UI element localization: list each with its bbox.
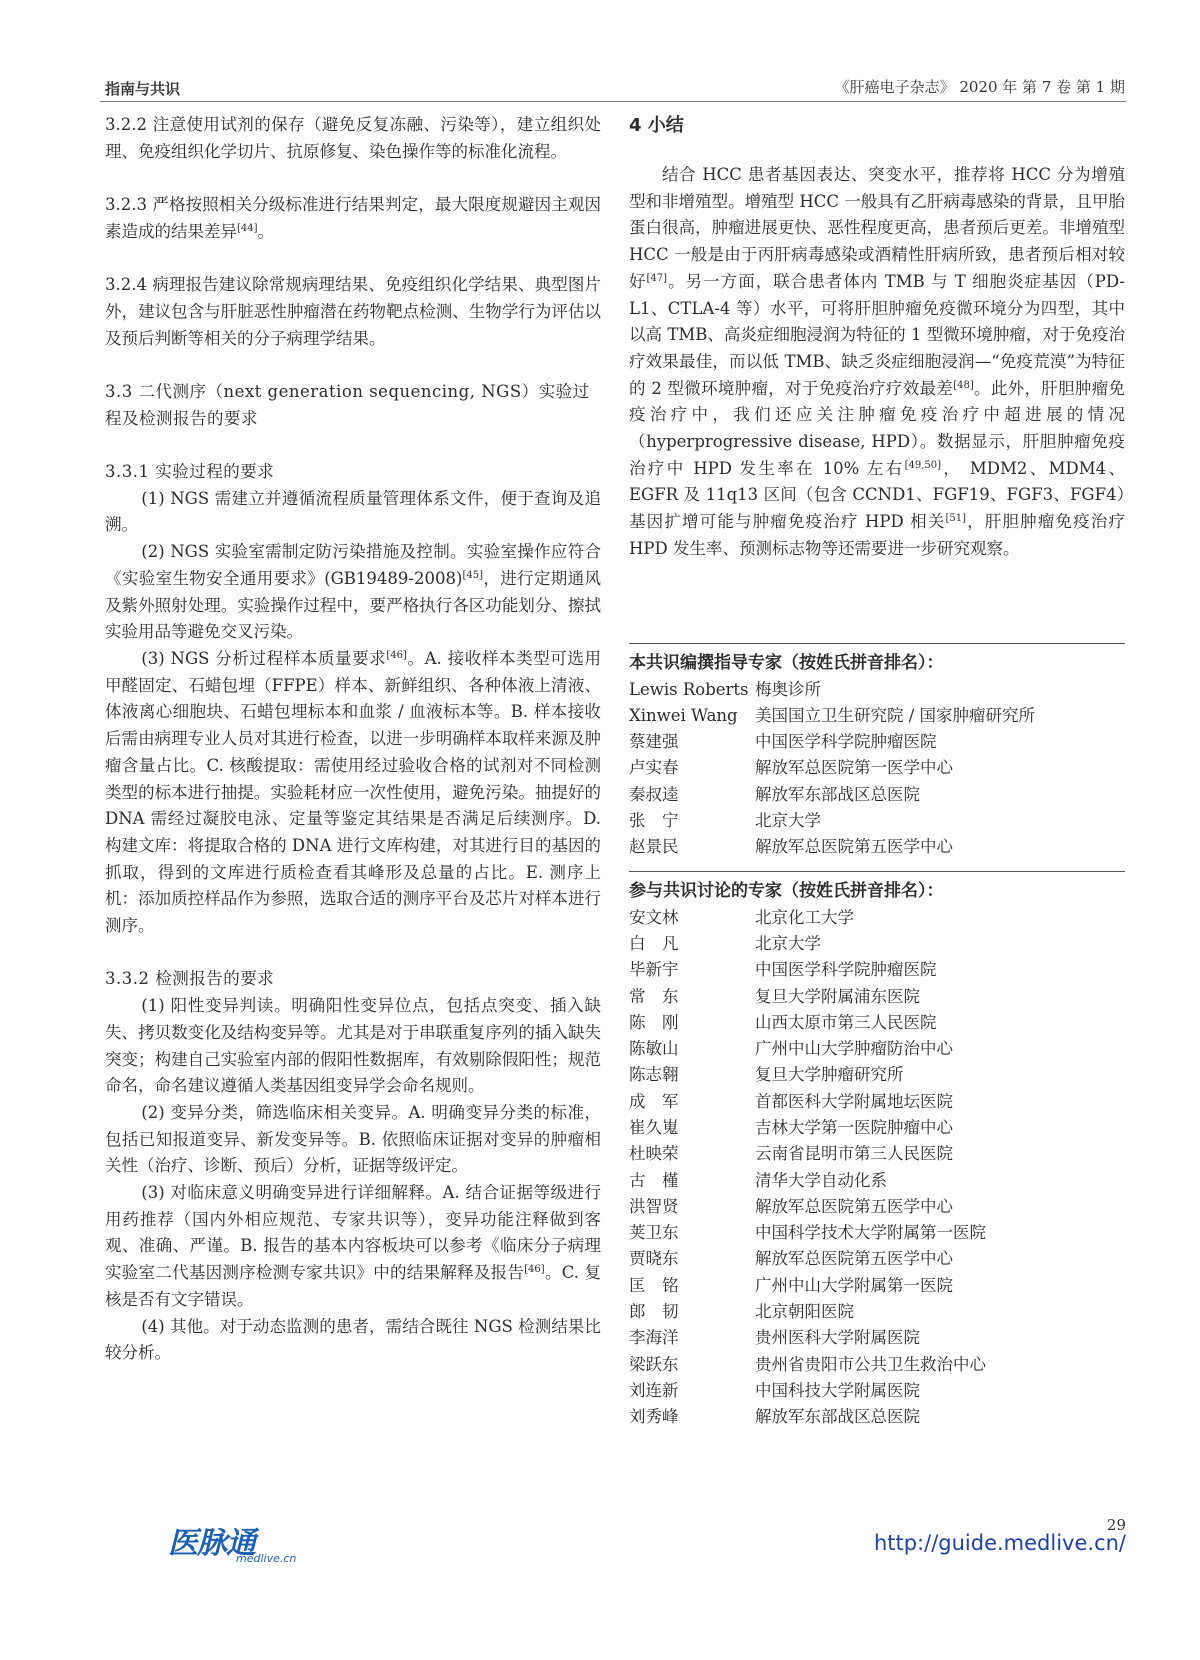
section-label: 指南与共识 [105, 80, 181, 98]
expert-row [629, 1273, 1125, 1299]
expert-row [629, 1036, 1125, 1062]
expert-name: 崔久嵬 [629, 1118, 679, 1137]
para-3-3-2-item3: (3) 对临床意义明确变异进行详细解释。A. 结合证据等级进行用药推荐（国内外相应规范、专家共识等），变异功能注释做到客观、准确、严谨。B. 报告的基本内容板块可以参考《临床分子病理实验室二代基因测序检测专家共识》中的结果解释及报告[46]。C. 复核是否有文字错误。 [105, 1183, 601, 1309]
expert-row [629, 808, 1125, 834]
expert-row [629, 905, 1125, 931]
expert-institution: 复旦大学附属浦东医院 [755, 986, 920, 1006]
para-3-3-1-item2: (2) NGS 实验室需制定防污染措施及控制。实验室操作应符合《实验室生物安全通用要求》(GB19489-2008)[45]，进行定期通风及紫外照射处理。实验操作过程中，要严格执行各区功能划分、擦拭实验用品等避免交叉污染。 [105, 542, 601, 642]
expert-row [629, 1220, 1125, 1246]
expert-institution: 解放军总医院第五医学中心 [755, 1249, 953, 1269]
expert-name: 成 军 [629, 1091, 679, 1111]
expert-row [629, 1299, 1125, 1325]
para-3-2-4: 3.2.4 病理报告建议除常规病理结果、免疫组织化学结果、典型图片外，建议包含与肝脏恶性肿瘤潜在药物靶点检测、生物学行为评估以及预后判断等相关的分子病理学结果。 [105, 275, 601, 348]
expert-row [629, 1325, 1125, 1351]
expert-row [629, 1089, 1125, 1115]
expert-name: 毕新宇 [629, 960, 679, 980]
reference-46b[interactable]: [46] [524, 1264, 545, 1276]
guide-experts-rule [629, 643, 1125, 644]
heading-3-3-1: 3.3.1 实验过程的要求 [105, 462, 275, 482]
expert-name: 常 东 [629, 986, 679, 1006]
expert-row [629, 1378, 1125, 1404]
heading-3-3-2: 3.3.2 检测报告的要求 [105, 969, 275, 989]
expert-institution: 吉林大学第一医院肿瘤中心 [755, 1118, 953, 1137]
expert-row [629, 1115, 1125, 1141]
expert-institution: 解放军总医院第五医学中心 [755, 837, 953, 857]
expert-name: 白 凡 [629, 933, 679, 953]
expert-institution: 中国科技大学附属医院 [755, 1380, 920, 1400]
medlive-logo[interactable] [168, 1518, 298, 1566]
summary-paragraph: 结合 HCC 患者基因表达、突变水平，推荐将 HCC 分为增殖型和非增殖型。增殖型 HCC 一般具有乙肝病毒感染的背景，且甲胎蛋白很高，肿瘤进展更快、恶性程度更高，患者预后更差。非增殖型 HCC 一般是由于丙肝病毒感染或酒精性肝病所致，患者预后相对较好[47]。另一方面，联合患者体内 TMB 与 T 细胞炎症基因（PD-L1、CTLA-4 等）水平，可将肝胆肿瘤免疫微环境分为四型，其中以高 TMB、高炎症细胞浸润为特征的 1 型微环境肿瘤，对于免疫治疗效果最佳，而以低 TMB、缺乏炎症细胞浸润—“免疫荒漠”为特征的 2 型微环境肿瘤，对于免疫治疗疗效最差[48]。此外，肝胆肿瘤免疫治疗中，我们还应关注肿瘤免疫治疗中超进展的情况（hyperprogressive disease, HPD）。数据显示，肝胆肿瘤免疫治疗中 HPD 发生率在 10% 左右[49,50]， MDM2、MDM4、EGFR 及 11q13 区间（包含 CCND1、FGF19、FGF3、FGF4）基因扩增可能与肿瘤免疫治疗 HPD 相关[51]，肝胆肿瘤免疫治疗 HPD 发生率、预测标志物等还需要进一步研究观察。 [629, 165, 1126, 558]
expert-institution: 美国国立卫生研究院 / 国家肿瘤研究所 [755, 705, 1036, 725]
expert-institution: 解放军总医院第五医学中心 [755, 1196, 953, 1216]
page-number: 29 [1106, 1516, 1126, 1534]
expert-institution: 解放军东部战区总医院 [755, 784, 920, 804]
expert-institution: 清华大学自动化系 [755, 1170, 887, 1190]
expert-name: 荚卫东 [629, 1223, 679, 1243]
expert-institution: 贵州省贵阳市公共卫生救治中心 [755, 1354, 986, 1374]
expert-row [629, 782, 1125, 808]
reference-45[interactable]: [45] [462, 569, 483, 581]
para-3-2-2: 3.2.2 注意使用试剂的保存（避免反复冻融、污染等），建立组织处理、免疫组织化学切片、抗原修复、染色操作等的标准化流程。 [105, 115, 601, 161]
para-3-3-2-item2: (2) 变异分类，筛选临床相关变异。A. 明确变异分类的标准，包括已知报道变异、新发变异等。B. 依照临床证据对变异的肿瘤相关性（治疗、诊断、预后）分析，证据等级评定。 [105, 1102, 601, 1176]
expert-name: 卢实春 [629, 758, 679, 778]
expert-row [629, 1246, 1125, 1272]
expert-name: Lewis Roberts [629, 679, 749, 699]
expert-name: 陈敏山 [629, 1039, 679, 1059]
left-column [105, 112, 601, 1367]
expert-name: 赵景民 [629, 837, 679, 857]
expert-row [629, 729, 1125, 755]
expert-name: 安文林 [629, 907, 679, 927]
expert-row [629, 1010, 1125, 1036]
expert-institution: 贵州医科大学附属医院 [755, 1328, 920, 1348]
expert-institution: 北京大学 [755, 933, 821, 953]
expert-name: 梁跃东 [629, 1354, 679, 1374]
expert-name: 张 宁 [629, 811, 679, 831]
source-url-link[interactable]: http://guide.medlive.cn/ [873, 1531, 1126, 1555]
discuss-experts-rule [629, 871, 1125, 872]
expert-institution: 中国医学科学院肿瘤医院 [755, 960, 937, 980]
expert-row [629, 1404, 1125, 1430]
expert-institution: 北京大学 [755, 811, 821, 831]
heading-3-3: 3.3 二代测序（next generation sequencing, NGS）实验过程及检测报告的要求 [105, 381, 590, 428]
discuss-experts-title: 参与共识讨论的专家（按姓氏拼音排名）： [629, 880, 944, 901]
expert-institution: 北京化工大学 [755, 907, 854, 927]
expert-name: 贾晓东 [629, 1249, 679, 1269]
expert-institution: 广州中山大学附属第一医院 [755, 1275, 953, 1295]
expert-institution: 复旦大学肿瘤研究所 [755, 1065, 904, 1085]
para-3-3-2-item1: (1) 阳性变异判读。明确阳性变异位点，包括点突变、插入缺失、拷贝数变化及结构变异等。尤其是对于串联重复序列的插入缺失突变；构建自己实验室内部的假阳性数据库，有效剔除假阳性；规范命名，命名建议遵循人类基因组变异学会命名规则。 [105, 996, 601, 1096]
expert-institution: 云南省昆明市第三人民医院 [755, 1144, 953, 1164]
expert-institution: 解放军总医院第一医学中心 [755, 758, 953, 778]
expert-institution: 山西太原市第三人民医院 [755, 1012, 937, 1032]
expert-row [629, 755, 1125, 781]
reference-49-50[interactable]: [49,50] [904, 459, 942, 471]
expert-row [629, 1062, 1125, 1088]
expert-institution: 首都医科大学附属地坛医院 [755, 1091, 953, 1111]
guide-experts-list [629, 677, 1125, 861]
expert-institution: 中国科学技术大学附属第一医院 [755, 1223, 986, 1243]
expert-institution: 解放军东部战区总医院 [755, 1407, 920, 1427]
right-column [629, 112, 1125, 1431]
expert-institution: 中国医学科学院肿瘤医院 [755, 732, 937, 752]
expert-row [629, 1168, 1125, 1194]
guide-experts-title: 本共识编撰指导专家（按姓氏拼音排名）： [629, 652, 944, 673]
para-3-3-1-item1: (1) NGS 需建立并遵循流程质量管理体系文件，便于查询及追溯。 [105, 488, 601, 535]
reference-46[interactable]: [46] [386, 650, 407, 661]
expert-name: 李海洋 [629, 1328, 679, 1348]
expert-row [629, 931, 1125, 957]
expert-name: 陈 刚 [629, 1012, 679, 1032]
expert-row [629, 1194, 1125, 1220]
expert-row [629, 834, 1125, 860]
para-3-3-1-item3: (3) NGS 分析过程样本质量要求[46]。A. 接收样本类型可选用甲醛固定、石蜡包埋（FFPE）样本、新鲜组织、各种体液上清液、体液离心细胞块、石蜡包埋标本和血浆 / 血液标本等。B. 样本接收后需由病理专业人员对其进行检查，以进一步明确样本取样来源及肿瘤含量占比。C. 核酸提取：需使用经过验收合格的试剂对不同检测类型的标本进行抽提。实验耗材应一次性使用，避免污染。抽提好的 DNA 需经过凝胶电泳、定量等鉴定其结果是否满足后续测序。D. 构建文库：将提取合格的 DNA 进行文库构建，对其进行目的基因的抓取，得到的文库进行质检查看其峰形及总量的占比。E. 测序上机：添加质控样品作为参照，选取合适的测序平台及芯片对样本进行测序。 [105, 649, 601, 936]
reference-44[interactable]: [44] [237, 222, 258, 234]
expert-name: 杜映荣 [629, 1144, 679, 1164]
expert-name: 秦叔逵 [629, 784, 679, 804]
expert-name: 洪智贤 [629, 1196, 679, 1216]
expert-row [629, 957, 1125, 983]
expert-name: 刘秀峰 [629, 1407, 679, 1427]
journal-info: 《肝癌电子杂志》 2020 年 第 7 卷 第 1 期 [834, 78, 1125, 96]
expert-institution: 梅奥诊所 [755, 679, 821, 699]
para-3-3-2-item4: (4) 其他。对于动态监测的患者，需结合既往 NGS 检测结果比较分析。 [105, 1316, 601, 1363]
heading-summary: 4 小结 [629, 115, 684, 136]
expert-row [629, 984, 1125, 1010]
expert-name: 刘连新 [629, 1380, 679, 1400]
reference-47[interactable]: [47] [646, 272, 668, 284]
expert-institution: 广州中山大学肿瘤防治中心 [755, 1039, 953, 1059]
expert-name: 蔡建强 [629, 732, 679, 752]
expert-row [629, 1352, 1125, 1378]
expert-name: 匡 铭 [629, 1275, 679, 1295]
para-3-2-3: 3.2.3 严格按照相关分级标准进行结果判定，最大限度规避因主观因素造成的结果差异[44]。 [105, 195, 601, 241]
expert-row [629, 677, 1125, 703]
expert-name: 陈志翱 [629, 1065, 679, 1085]
expert-row [629, 703, 1125, 729]
logo-mark: 医脉通 [168, 1526, 255, 1561]
expert-name: 古 槿 [629, 1170, 679, 1190]
expert-name: Xinwei Wang [629, 705, 738, 725]
discuss-experts-list [629, 905, 1125, 1431]
header-rule [100, 101, 1126, 102]
expert-row [629, 1141, 1125, 1167]
reference-51[interactable]: [51] [945, 513, 967, 525]
reference-48[interactable]: [48] [953, 379, 974, 391]
expert-name: 郎 韧 [629, 1302, 679, 1322]
expert-institution: 北京朝阳医院 [755, 1302, 854, 1322]
logo-subtext: medlive.cn [236, 1552, 297, 1565]
